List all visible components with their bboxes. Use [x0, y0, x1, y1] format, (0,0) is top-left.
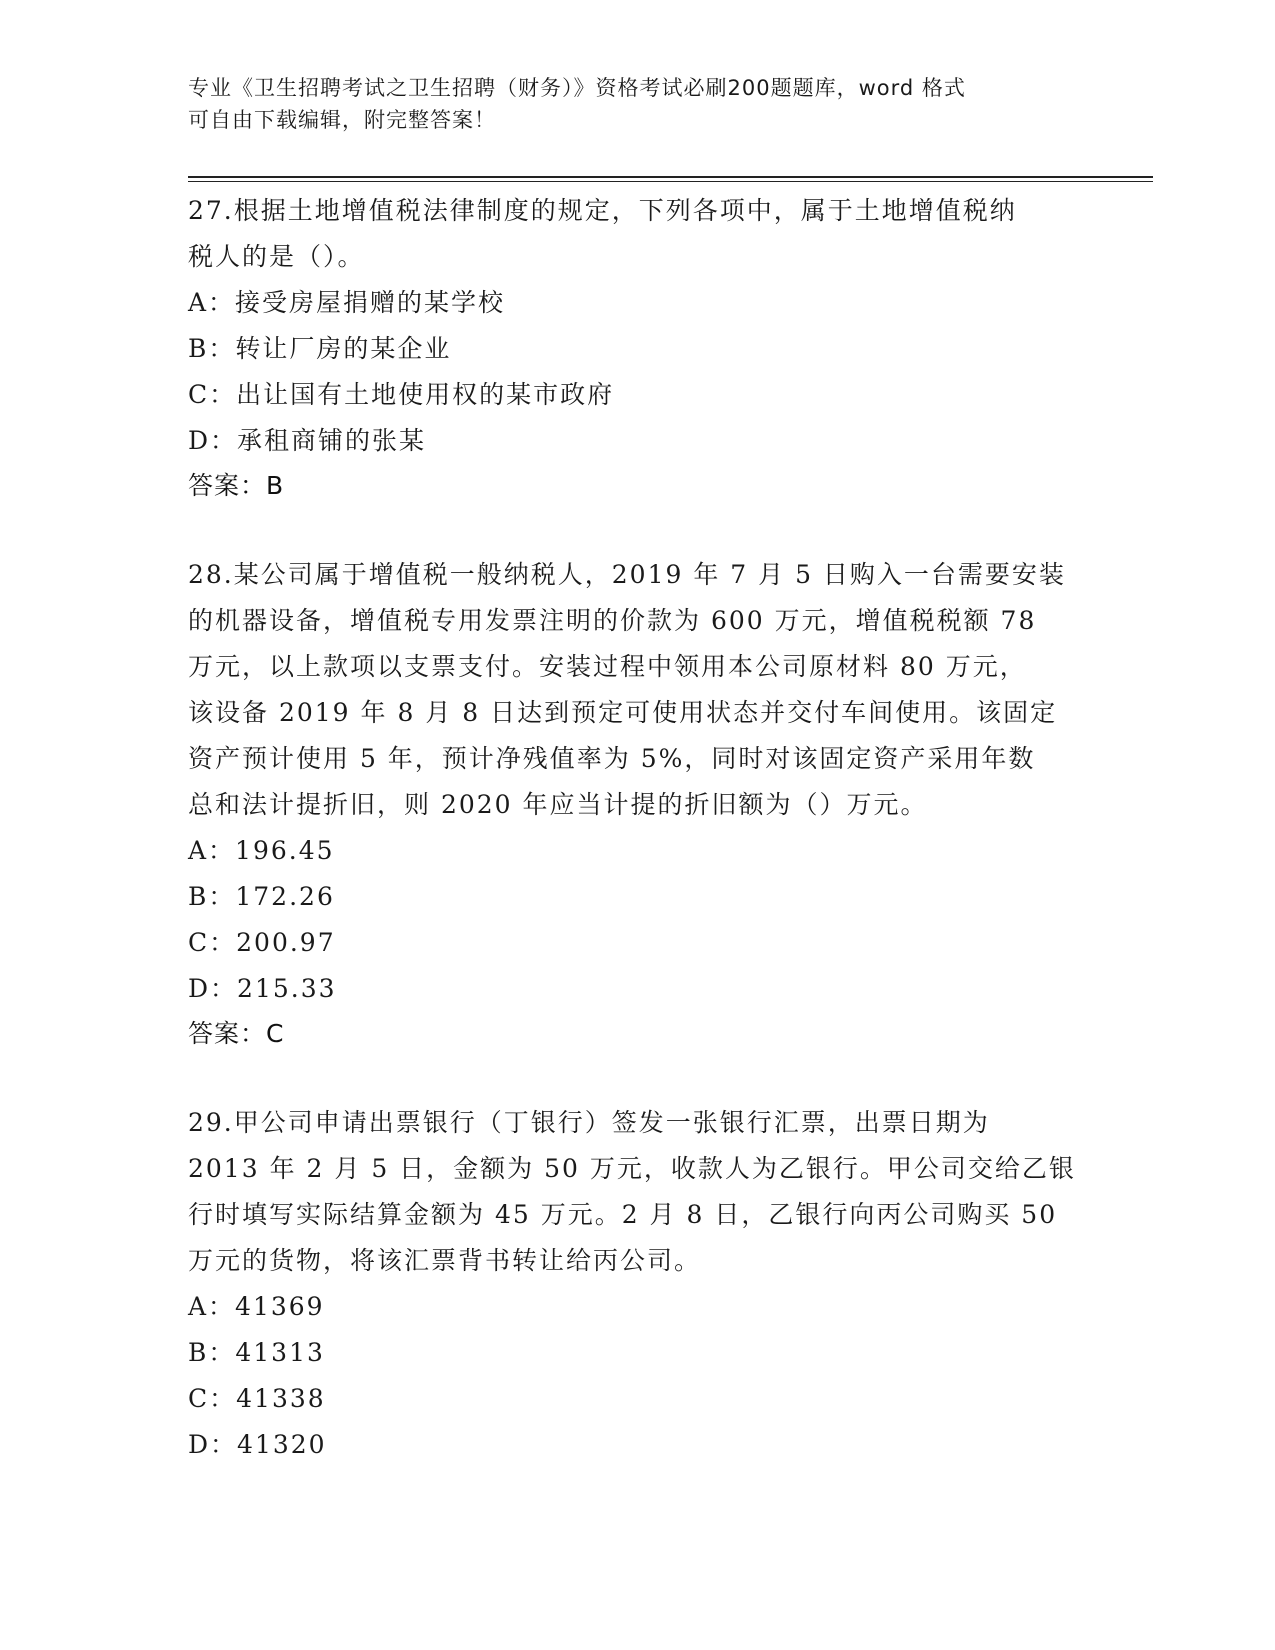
question-27	[188, 188, 1088, 508]
option-b: B：172.26	[188, 882, 335, 911]
option-c: C：出让国有土地使用权的某市政府	[188, 380, 615, 409]
header-divider-thin	[188, 181, 1153, 182]
question-line: 总和法计提折旧，则 2020 年应当计提的折旧额为（）万元。	[188, 790, 928, 819]
option-c: C：41338	[188, 1384, 326, 1413]
question-text	[188, 188, 1088, 280]
option-b: B：转让厂房的某企业	[188, 334, 452, 363]
option-c: C：200.97	[188, 928, 336, 957]
question-line: 28.某公司属于增值税一般纳税人，2019 年 7 月 5 日购入一台需要安装	[188, 560, 1066, 589]
question-line: 29.甲公司申请出票银行（丁银行）签发一张银行汇票，出票日期为	[188, 1108, 990, 1137]
question-28	[188, 552, 1088, 1056]
option-a: A：41369	[188, 1292, 325, 1321]
question-line: 27.根据土地增值税法律制度的规定，下列各项中，属于土地增值税纳	[188, 196, 1017, 225]
option-d: D：承租商铺的张某	[188, 426, 427, 455]
option-a: A：接受房屋捐赠的某学校	[188, 288, 506, 317]
question-line: 该设备 2019 年 8 月 8 日达到预定可使用状态并交付车间使用。该固定	[188, 698, 1058, 727]
question-29	[188, 1100, 1088, 1468]
header-divider-thick	[188, 176, 1153, 178]
option-a: A：196.45	[188, 836, 335, 865]
answer-label: 答案：B	[188, 471, 285, 500]
question-text	[188, 552, 1088, 828]
option-b: B：41313	[188, 1338, 325, 1367]
answer-label: 答案：C	[188, 1019, 285, 1048]
header-line-1: 专业《卫生招聘考试之卫生招聘（财务）》资格考试必刷200题题库，word 格式	[188, 76, 966, 100]
question-text	[188, 1100, 1088, 1284]
question-line: 资产预计使用 5 年，预计净残值率为 5%，同时对该固定资产采用年数	[188, 744, 1036, 773]
header-line-2: 可自由下载编辑，附完整答案！	[188, 108, 496, 132]
option-d: D：215.33	[188, 974, 337, 1003]
question-line: 税人的是（）。	[188, 242, 365, 271]
question-line: 万元的货物，将该汇票背书转让给丙公司。	[188, 1246, 702, 1275]
question-line: 2013 年 2 月 5 日，金额为 50 万元，收款人为乙银行。甲公司交给乙银	[188, 1154, 1076, 1183]
option-d: D：41320	[188, 1430, 327, 1459]
question-line: 万元，以上款项以支票支付。安装过程中领用本公司原材料 80 万元，	[188, 652, 1027, 681]
question-line: 行时填写实际结算金额为 45 万元。2 月 8 日，乙银行向丙公司购买 50	[188, 1200, 1058, 1229]
question-line: 的机器设备，增值税专用发票注明的价款为 600 万元，增值税税额 78	[188, 606, 1037, 635]
question-list	[188, 188, 1088, 1512]
page-header	[188, 72, 1088, 136]
